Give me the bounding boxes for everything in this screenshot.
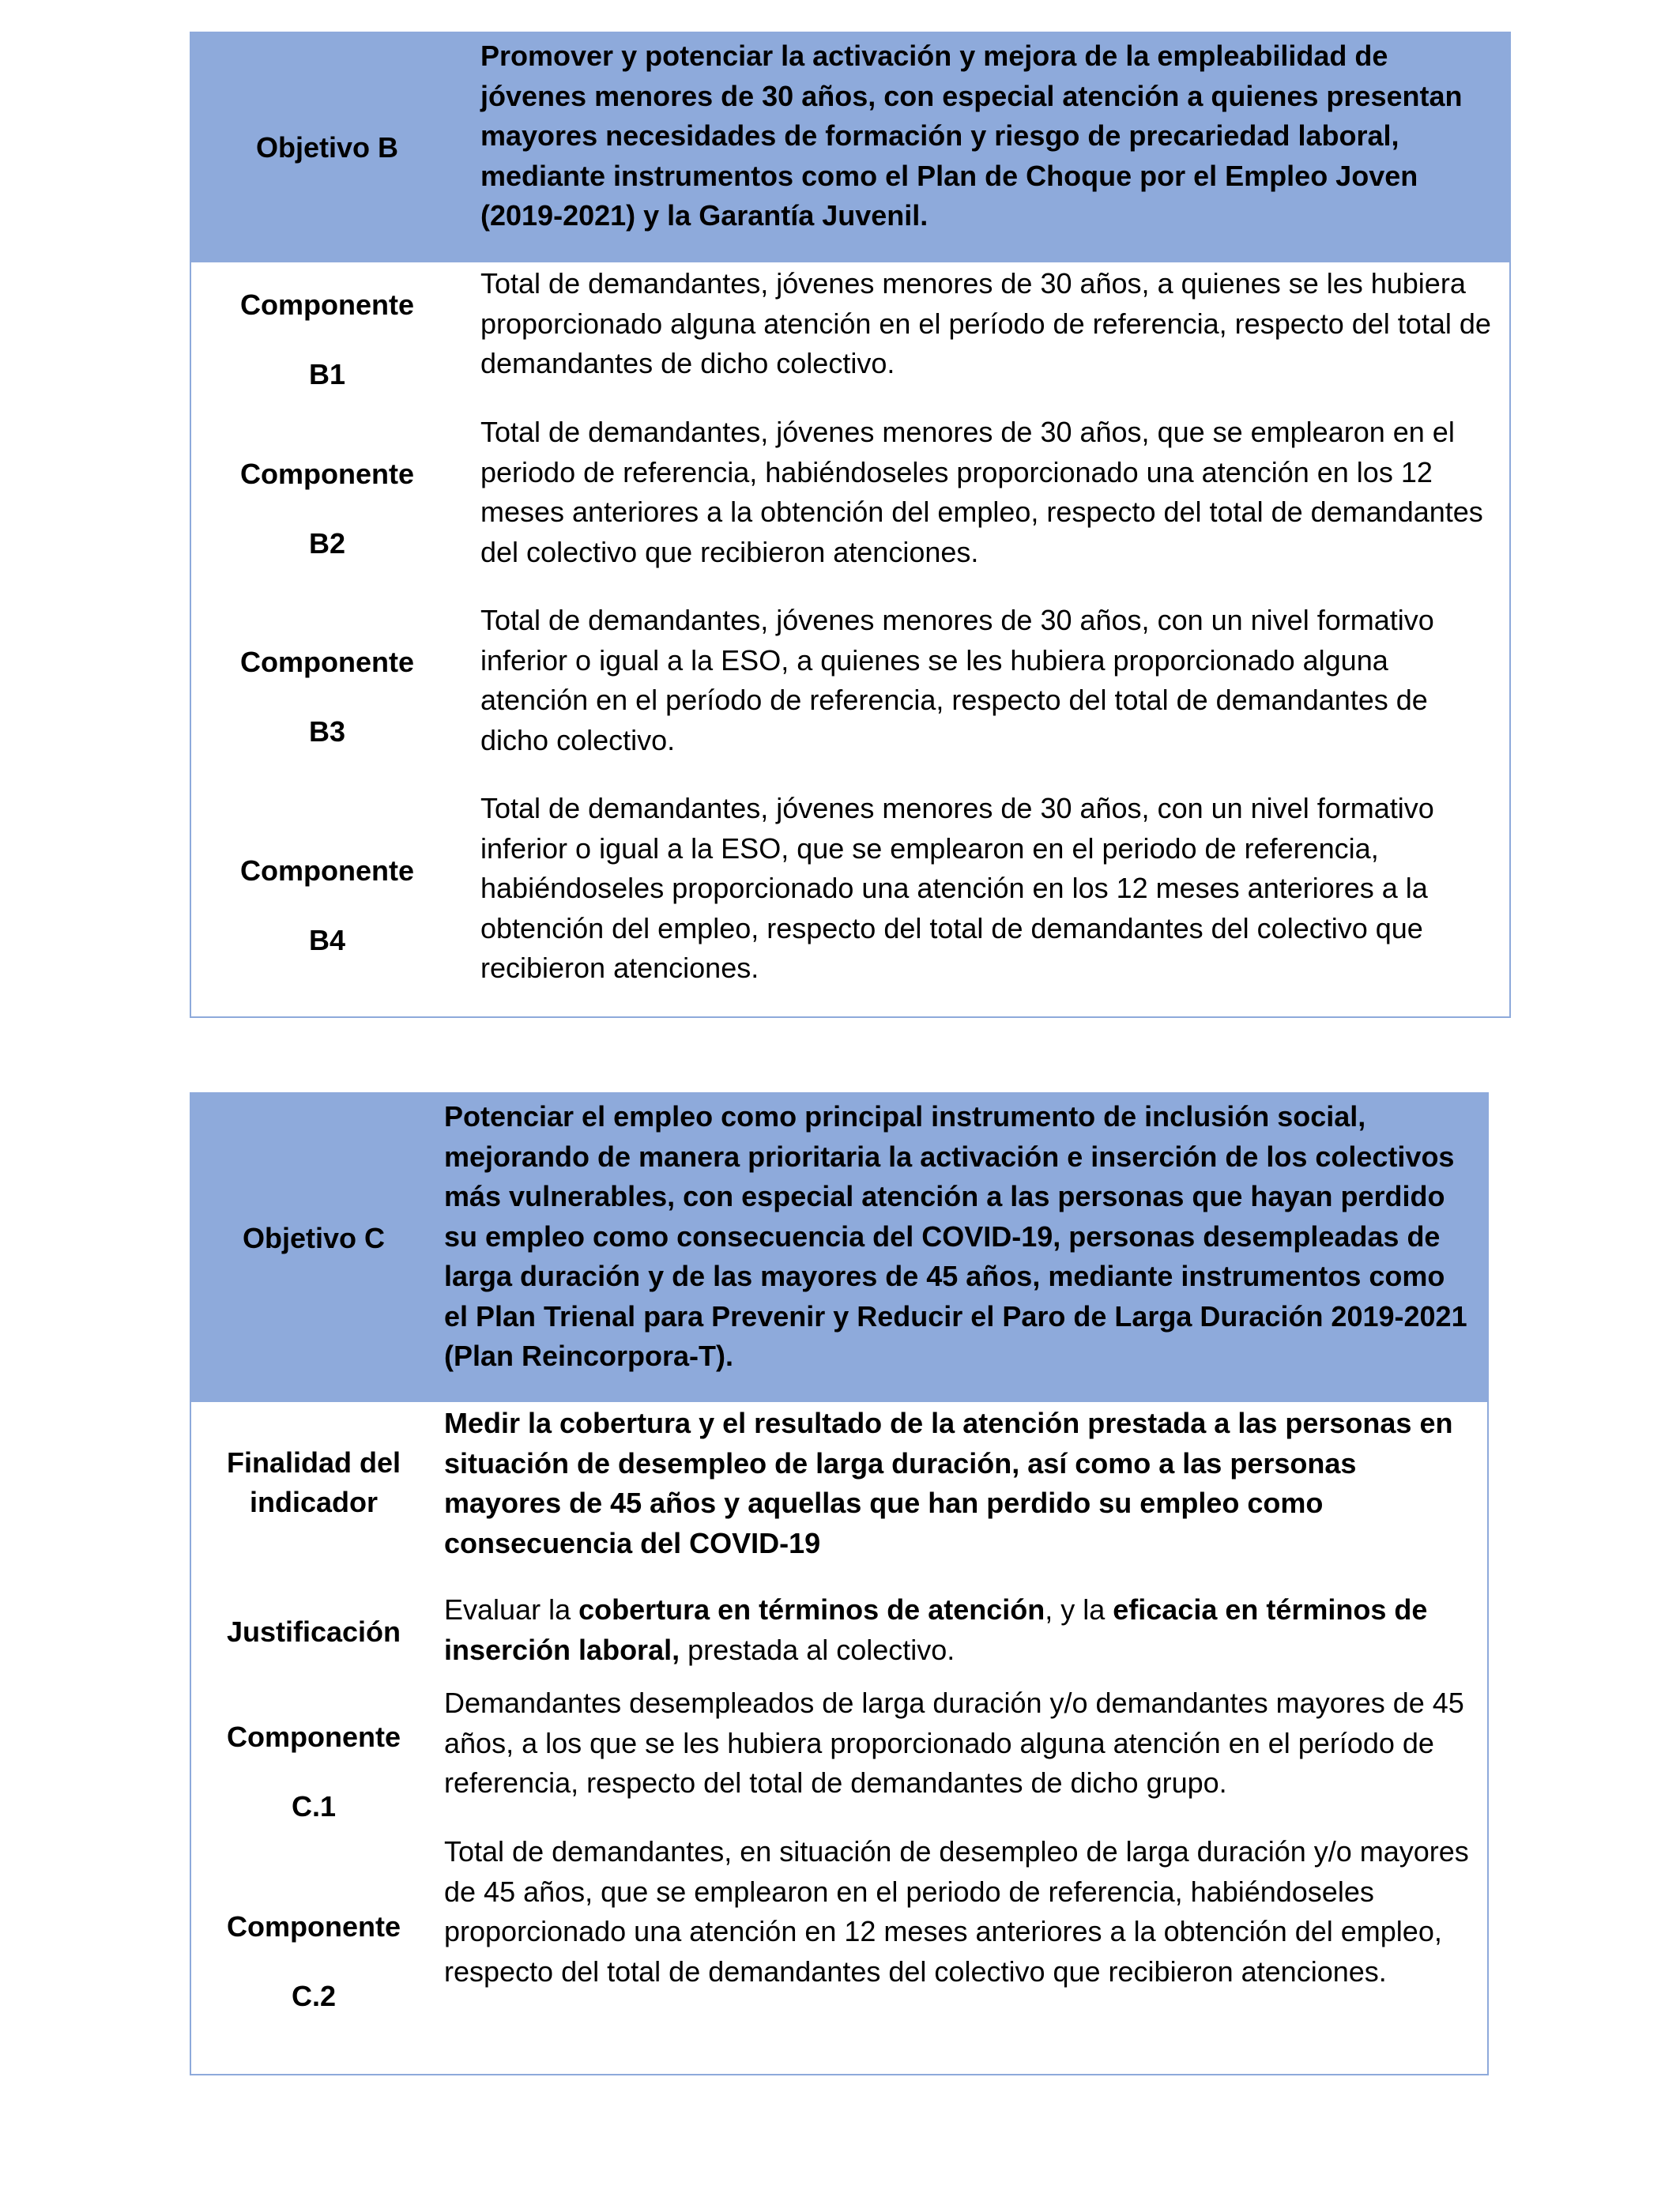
- component-label-line2: C.2: [291, 1980, 337, 2012]
- finalidad-label: [191, 1443, 436, 1522]
- component-b1-text: Total de demandantes, jóvenes menores de 30 años, a quienes se les hubiera proporcionado alguna atención en el período de referencia, respecto del total de demandantes de dicho colectivo.: [480, 267, 1491, 379]
- component-b3-text: Total de demandantes, jóvenes menores de 30 años, con un nivel formativo inferior o igual a la ESO, a quienes se les hubiera proporcionado alguna atención en el período de referencia, respecto del total de demandantes de dicho colectivo.: [480, 604, 1434, 756]
- component-c1-label: [191, 1702, 436, 1842]
- justificacion-text-part: Evaluar la: [444, 1593, 579, 1626]
- objective-b-header: [191, 33, 1509, 262]
- component-b2-text: Total de demandantes, jóvenes menores de 30 años, que se emplearon en el periodo de referencia, habiéndoseles proporcionado una atención en los 12 meses anteriores a la obtención del empleo, respecto del total de demandantes del colectivo que recibieron atenciones.: [480, 416, 1483, 568]
- finalidad-label-line2: indicador: [249, 1486, 379, 1518]
- justificacion-text-part: , y la: [1045, 1593, 1113, 1626]
- component-label-line1: Componente: [240, 458, 414, 490]
- component-label-line1: Componente: [240, 854, 414, 887]
- objective-c-label: Objetivo C: [242, 1222, 386, 1254]
- finalidad-text: Medir la cobertura y el resultado de la atención prestada a las personas en situación de desempleo de larga duración, así como a las personas mayores de 45 años y aquellas que han perdido su empleo como consecuencia del COVID-19: [444, 1407, 1453, 1559]
- component-label-line1: Componente: [227, 1910, 401, 1943]
- justificacion-emphasis: eficacia en términos de inserción laboral,: [444, 1593, 1428, 1666]
- objective-c-header: [191, 1094, 1487, 1402]
- component-label-line2: C.1: [291, 1790, 337, 1823]
- component-c2-text: Total de demandantes, en situación de desempleo de larga duración y/o mayores de 45 años, que se emplearon en el periodo de referencia, habiéndoseles proporcionado una atención en 12 meses anteriores a la obtención del empleo, respecto del total de demandantes del colectivo que recibieron atenciones.: [444, 1835, 1469, 1988]
- objective-b-table: [190, 32, 1511, 1018]
- objective-c-table: [190, 1092, 1489, 2075]
- component-b3-label: [191, 628, 463, 767]
- objective-b-label: Objetivo B: [255, 131, 399, 164]
- justificacion-text: [444, 1590, 1471, 1670]
- component-c1-text: Demandantes desempleados de larga duración y/o demandantes mayores de 45 años, a los que se les hubiera proporcionado alguna atención en el período de referencia, respecto del total de demandantes de dicho grupo.: [444, 1687, 1464, 1799]
- component-b1-label: [191, 270, 463, 409]
- component-label-line2: B4: [308, 924, 346, 956]
- component-label-line1: Componente: [227, 1721, 401, 1753]
- component-label-line2: B1: [308, 358, 346, 390]
- component-b4-text: Total de demandantes, jóvenes menores de 30 años, con un nivel formativo inferior o igual a la ESO, que se emplearon en el periodo de referencia, habiéndoseles proporcionado una atención en los 12 meses anteriores a la obtención del empleo, respecto del total de demandantes del colectivo que recibieron atenciones.: [480, 792, 1434, 984]
- component-label-line1: Componente: [240, 288, 414, 321]
- objective-c-text: Potenciar el empleo como principal instrumento de inclusión social, mejorando de manera prioritaria la activación e inserción de los colectivos más vulnerables, con especial atención a las personas que hayan perdido su empleo como consecuencia del COVID-19, personas desempleadas de larga duración y de las mayores de 45 años, mediante instrumentos como el Plan Trienal para Prevenir y Reducir el Paro de Larga Duración 2019-2021 (Plan Reincorpora-T).: [444, 1100, 1467, 1372]
- finalidad-label-line1: Finalidad del: [226, 1446, 401, 1479]
- component-label-line2: B2: [308, 527, 346, 560]
- component-b2-label: [191, 439, 463, 579]
- component-label-line2: B3: [308, 715, 346, 748]
- justificacion-text-part: prestada al colectivo.: [680, 1633, 955, 1666]
- component-b4-label: [191, 836, 463, 975]
- justificacion-label: Justificación: [226, 1615, 401, 1648]
- component-c2-label: [191, 1892, 436, 2031]
- objective-b-text: Promover y potenciar la activación y mejora de la empleabilidad de jóvenes menores de 30 años, con especial atención a quienes presentan mayores necesidades de formación y riesgo de precariedad laboral, mediante instrumentos como el Plan de Choque por el Empleo Joven (2019-2021) y la Garantía Juvenil.: [480, 40, 1463, 232]
- component-label-line1: Componente: [240, 646, 414, 678]
- justificacion-emphasis: cobertura en términos de atención: [578, 1593, 1045, 1626]
